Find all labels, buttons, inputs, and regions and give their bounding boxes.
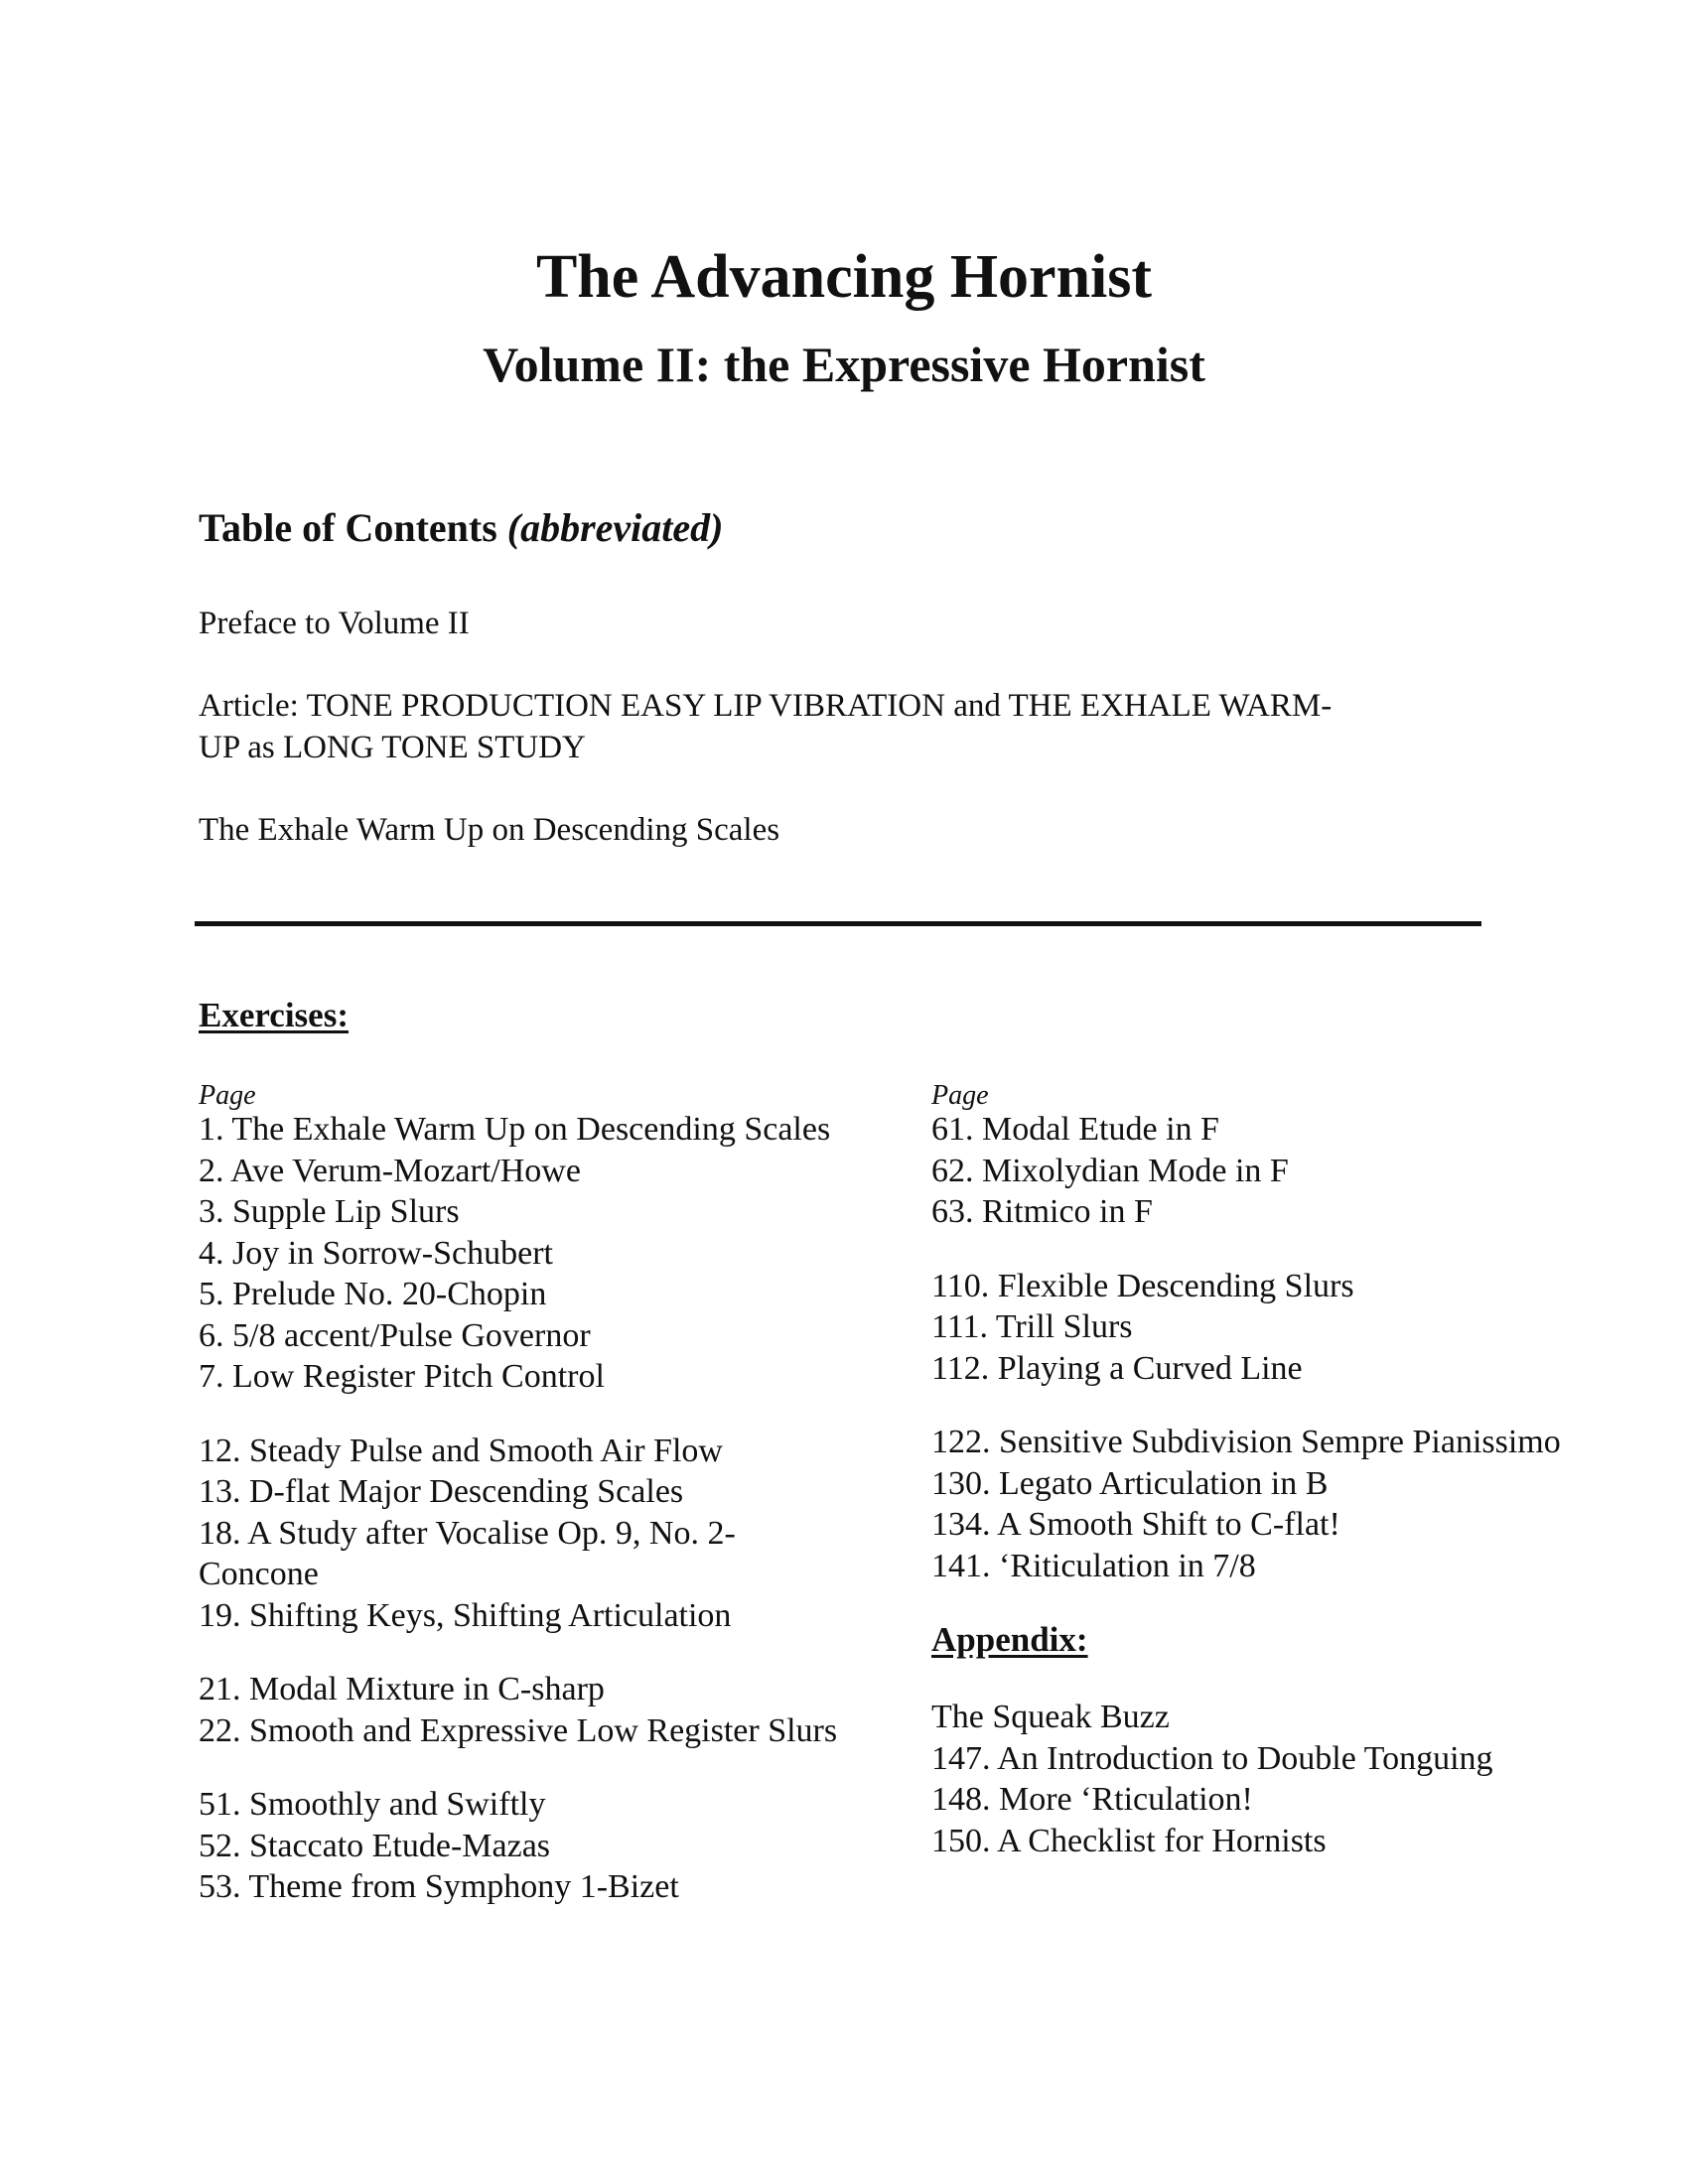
toc-item-exhale-warmup: The Exhale Warm Up on Descending Scales (199, 812, 780, 848)
exercise-entry: 3. Supple Lip Slurs (199, 1193, 460, 1230)
exercise-entry: 18. A Study after Vocalise Op. 9, No. 2- (199, 1514, 736, 1552)
exercise-entry: 130. Legato Articulation in B (931, 1464, 1329, 1502)
exercise-entry: 122. Sensitive Subdivision Sempre Pianissimo (931, 1424, 1561, 1460)
section-divider (195, 921, 1481, 926)
exercise-entry: 12. Steady Pulse and Smooth Air Flow (199, 1432, 723, 1469)
toc-item-article-line1: Article: TONE PRODUCTION EASY LIP VIBRATION and THE EXHALE WARM- (199, 688, 1333, 724)
book-title: The Advancing Hornist (535, 243, 1153, 311)
appendix-heading: Appendix: (931, 1620, 1088, 1659)
exercises-heading: Exercises: (199, 996, 349, 1034)
exercise-group (931, 1422, 1656, 1586)
exercise-entry: 62. Mixolydian Mode in F (931, 1152, 1289, 1189)
exercise-entry: 141. ‘Riticulation in 7/8 (931, 1547, 1256, 1584)
exercise-entry: 4. Joy in Sorrow-Schubert (199, 1234, 553, 1272)
exercise-entry: 6. 5/8 accent/Pulse Governor (199, 1316, 591, 1354)
exercise-entry: 13. D-flat Major Descending Scales (199, 1473, 684, 1510)
exercise-entry: 2. Ave Verum-Mozart/Howe (199, 1152, 581, 1189)
exercise-entry: 61. Modal Etude in F (931, 1111, 1219, 1148)
exercise-entry: 22. Smooth and Expressive Low Register Slurs (199, 1711, 838, 1749)
exercise-entry: 19. Shifting Keys, Shifting Articulation (199, 1596, 732, 1634)
exercises-right-column (931, 1109, 1656, 1894)
page-label-left: Page (199, 1080, 256, 1111)
exercise-entry: 110. Flexible Descending Slurs (931, 1267, 1354, 1304)
exercises-left-column (199, 1109, 894, 1941)
exercise-group (199, 1784, 894, 1908)
appendix-list (931, 1697, 1656, 1861)
appendix-entry: 150. A Checklist for Hornists (931, 1822, 1327, 1859)
appendix-entry: The Squeak Buzz (931, 1699, 1170, 1735)
exercise-group (199, 1109, 894, 1398)
exercise-entry: 53. Theme from Symphony 1-Bizet (199, 1868, 679, 1905)
appendix-entry: 147. An Introduction to Double Tonguing (931, 1739, 1493, 1777)
exercise-group (199, 1669, 894, 1751)
exercise-entry: 51. Smoothly and Swiftly (199, 1786, 546, 1823)
appendix-entry: 148. More ‘Rticulation! (931, 1781, 1253, 1818)
page-label-right: Page (931, 1080, 989, 1111)
exercise-group (931, 1109, 1656, 1233)
exercise-entry: 1. The Exhale Warm Up on Descending Scales (199, 1111, 831, 1148)
exercise-entry: 63. Ritmico in F (931, 1193, 1153, 1230)
toc-heading-text: Table of Contents (199, 505, 497, 550)
toc-heading-note: (abbreviated) (506, 505, 724, 550)
exercise-entry: 52. Staccato Etude-Mazas (199, 1827, 551, 1864)
exercise-entry: 21. Modal Mixture in C-sharp (199, 1671, 605, 1707)
exercise-group (199, 1431, 894, 1637)
exercise-group (931, 1266, 1656, 1390)
exercise-entry: 134. A Smooth Shift to C-flat! (931, 1506, 1340, 1543)
toc-heading (199, 505, 724, 550)
exercise-entry: 5. Prelude No. 20-Chopin (199, 1276, 547, 1312)
exercise-entry: 7. Low Register Pitch Control (199, 1358, 605, 1395)
exercise-entry: 112. Playing a Curved Line (931, 1349, 1303, 1387)
toc-item-preface: Preface to Volume II (199, 606, 470, 641)
exercise-entry-continuation: Concone (199, 1556, 319, 1592)
volume-subtitle: Volume II: the Expressive Hornist (483, 337, 1205, 392)
toc-item-article-line2: UP as LONG TONE STUDY (199, 730, 586, 765)
exercise-entry: 111. Trill Slurs (931, 1308, 1133, 1345)
